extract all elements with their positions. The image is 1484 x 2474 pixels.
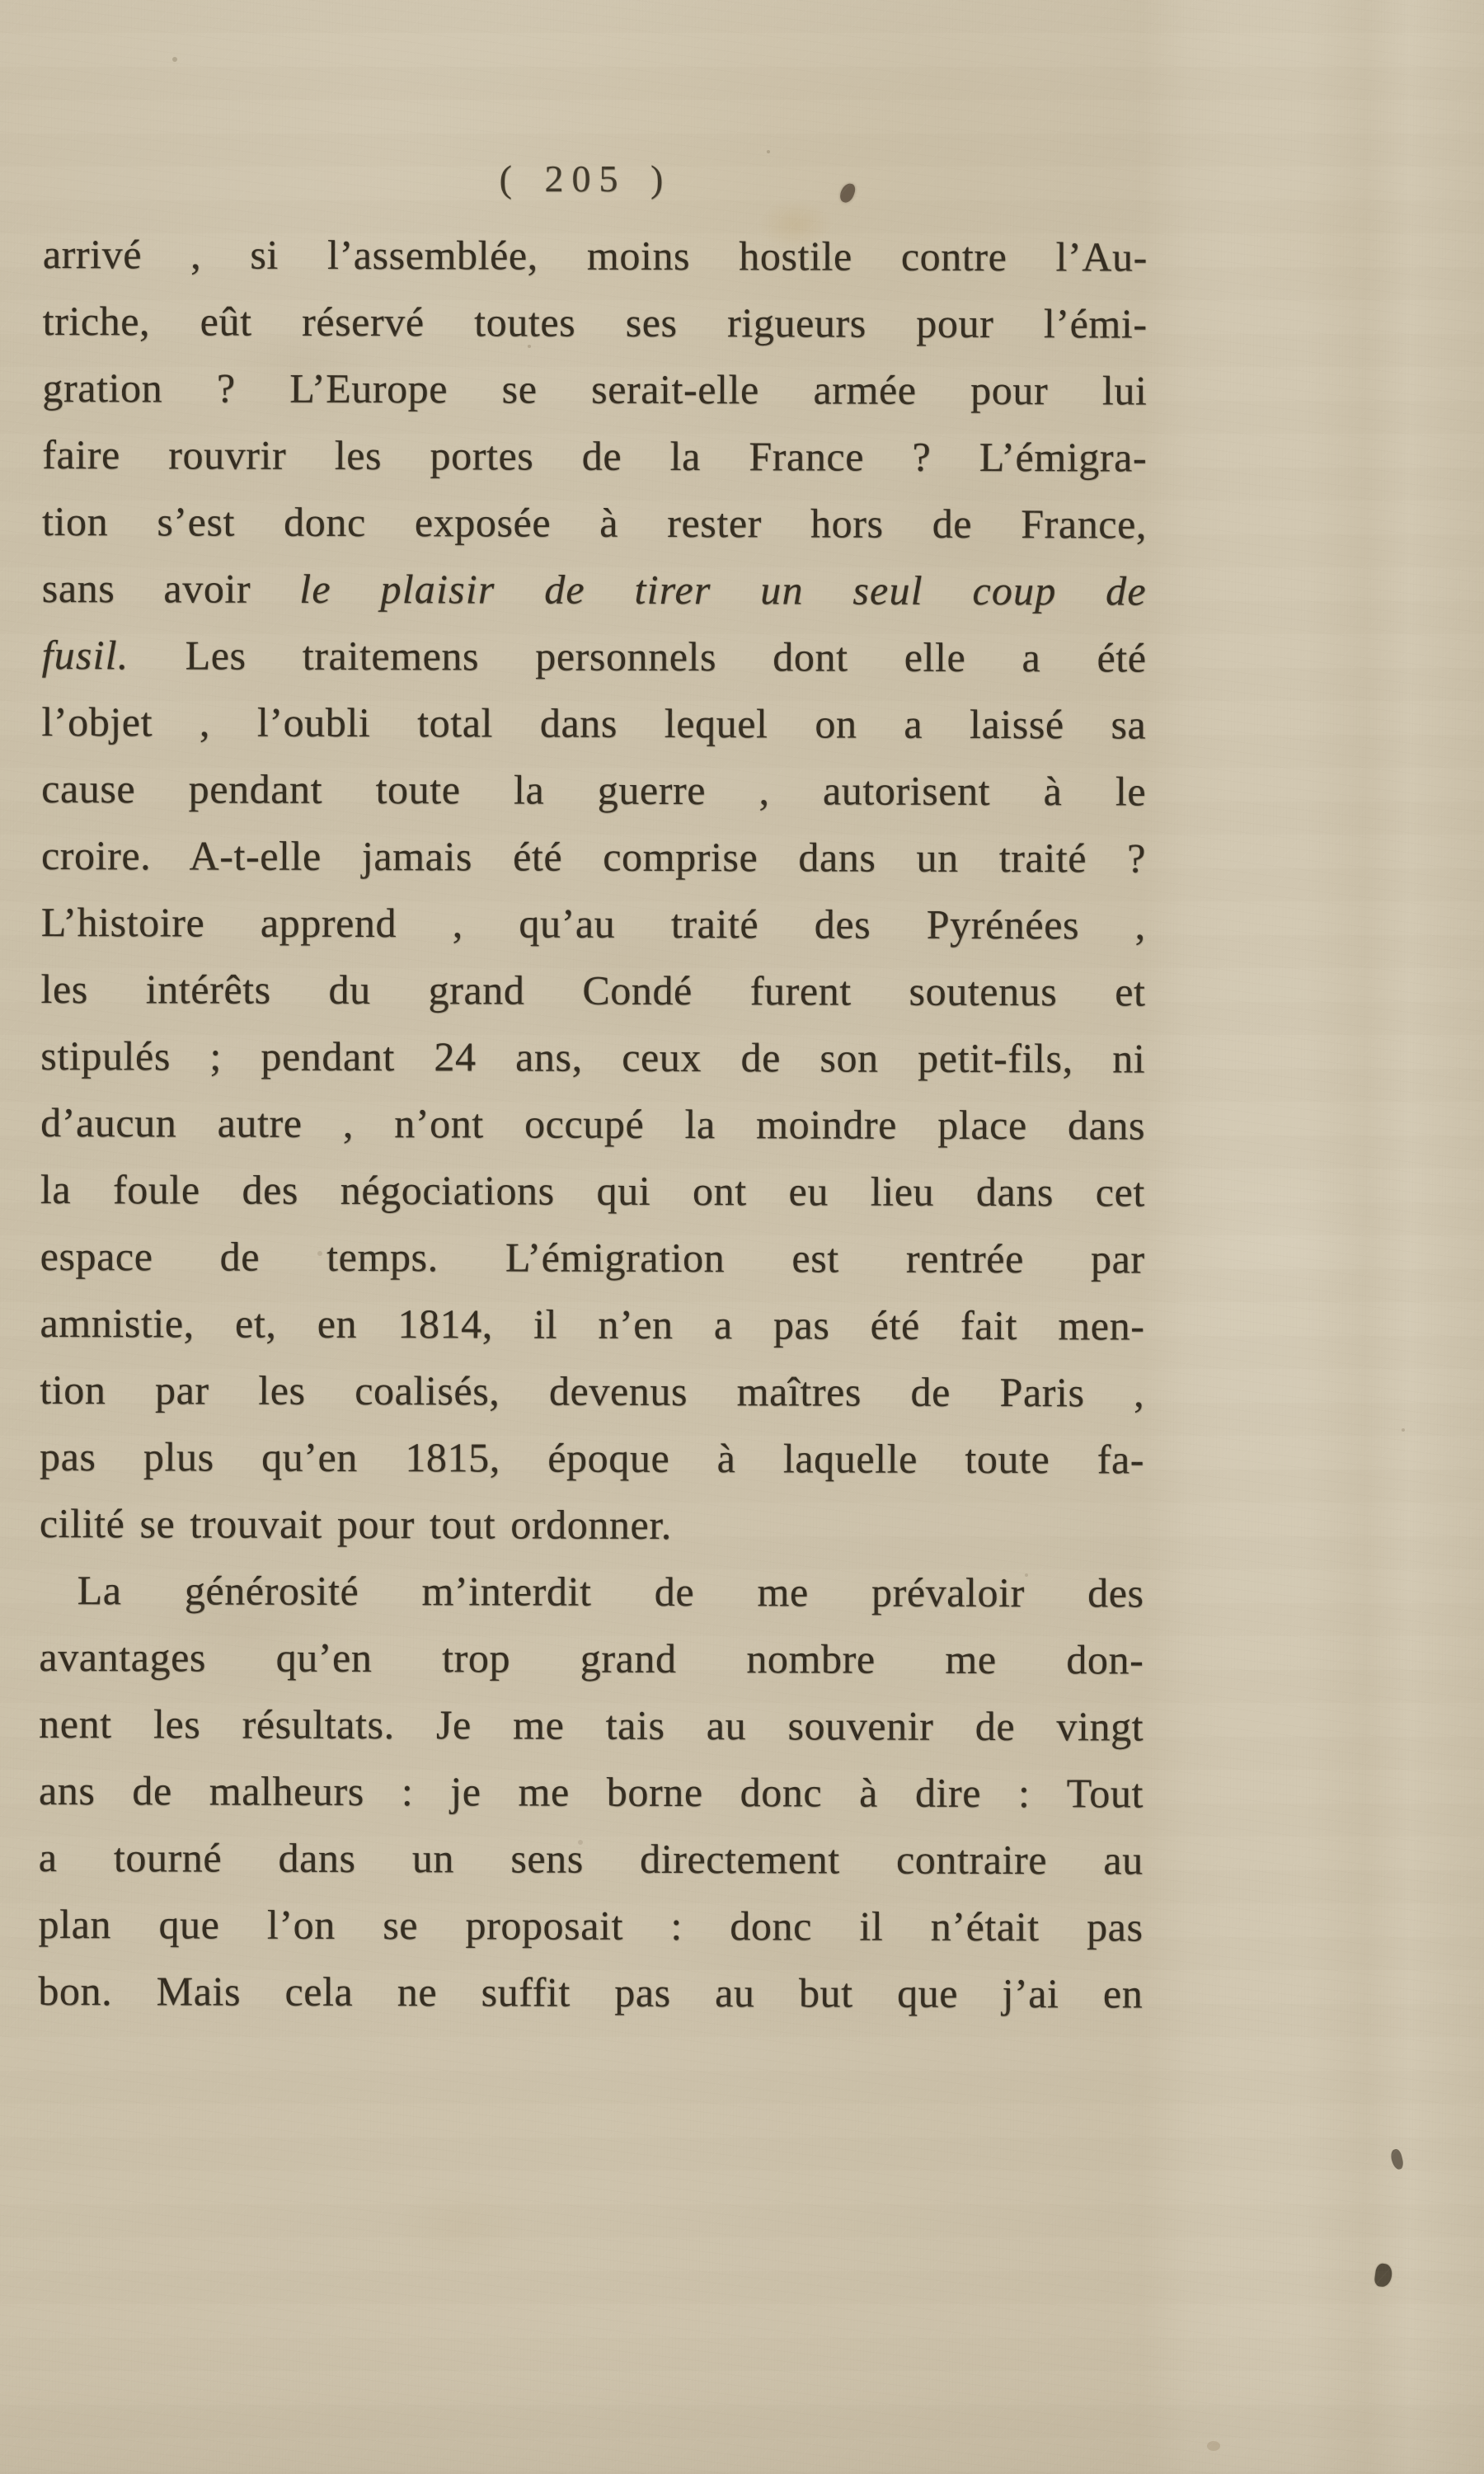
text-line bbox=[39, 1757, 1144, 1827]
text-segment: croire. A-t-elle jamais été comprise dans un traité ? bbox=[40, 831, 1147, 882]
text-line bbox=[42, 421, 1147, 492]
text-segment: pas plus qu’en 1815, époque à laquelle toute fa- bbox=[40, 1432, 1145, 1483]
text-segment: amnistie, et, en 1814, il n’en a pas été fait men- bbox=[40, 1299, 1145, 1349]
text-segment: espace de temps. L’émigration est rentrée par bbox=[40, 1232, 1145, 1282]
text-line bbox=[41, 822, 1146, 892]
text-segment: avantages qu’en trop grand nombre me don- bbox=[39, 1633, 1144, 1683]
text-segment: bon. Mais cela ne suffit pas au but que j’ai en bbox=[38, 1967, 1144, 2017]
text-line bbox=[38, 1958, 1143, 2028]
text-line bbox=[39, 1824, 1144, 1894]
page-number: ( 205 ) bbox=[499, 158, 672, 200]
text-segment: l’objet , l’oubli total dans lequel on a laissé sa bbox=[41, 698, 1147, 748]
italic-text-segment: fusil. bbox=[41, 631, 129, 679]
text-line bbox=[40, 1223, 1145, 1293]
text-segment: cause pendant toute la guerre , autorisent à le bbox=[41, 764, 1147, 815]
text-segment: faire rouvrir les portes de la France ? L’émigra- bbox=[42, 430, 1148, 481]
text-segment: les intérêts du grand Condé furent soutenus et bbox=[40, 965, 1146, 1015]
text-line bbox=[40, 1490, 1144, 1560]
text-line bbox=[41, 889, 1146, 959]
text-line bbox=[39, 1624, 1144, 1694]
text-line bbox=[40, 1290, 1144, 1360]
italic-text-segment: le plaisir de tirer un seul coup de bbox=[299, 565, 1147, 614]
text-segment: la foule des négociations qui ont eu lieu dans cet bbox=[40, 1165, 1145, 1216]
text-segment: d’aucun autre , n’ont occupé la moindre place dans bbox=[40, 1098, 1146, 1149]
paper-stain bbox=[1207, 2441, 1220, 2451]
text-segment: L’histoire apprend , qu’au traité des Pyrénées , bbox=[40, 898, 1146, 948]
text-segment: gration ? L’Europe se serait-elle armée pour lui bbox=[42, 364, 1148, 414]
text-segment: La générosité m’interdit de me prévaloir des bbox=[77, 1567, 1144, 1616]
text-line bbox=[39, 1691, 1144, 1761]
text-line bbox=[41, 755, 1146, 825]
text-segment: Les traitemens personnels dont elle a été bbox=[129, 632, 1147, 681]
text-line bbox=[40, 1089, 1145, 1159]
text-line bbox=[43, 288, 1148, 358]
text-line bbox=[40, 1423, 1144, 1493]
text-line bbox=[40, 1156, 1145, 1226]
text-segment: tion s’est donc exposée à rester hors de France, bbox=[41, 497, 1148, 548]
text-line bbox=[42, 355, 1147, 425]
text-line bbox=[42, 622, 1147, 692]
text-line bbox=[43, 221, 1148, 291]
text-segment: ans de malheurs : je me borne donc à dire : Tout bbox=[38, 1766, 1144, 1817]
text-line bbox=[40, 1557, 1144, 1627]
text-line bbox=[40, 956, 1145, 1026]
text-line bbox=[42, 555, 1147, 625]
page-text-block bbox=[38, 221, 1148, 2028]
paper-fleck-cluster bbox=[0, 0, 3, 3]
text-segment: stipulés ; pendant 24 ans, ceux de son petit-fils, ni bbox=[40, 1032, 1146, 1082]
text-line bbox=[40, 1023, 1145, 1093]
text-segment: a tourné dans un sens directement contraire au bbox=[38, 1833, 1144, 1884]
ink-speck bbox=[1389, 2148, 1405, 2171]
text-line bbox=[41, 689, 1146, 759]
text-segment: sans avoir bbox=[41, 564, 300, 612]
text-segment: arrivé , si l’assemblée, moins hostile contre l’Au- bbox=[42, 230, 1148, 280]
text-segment: nent les résultats. Je me tais au souvenir de vingt bbox=[39, 1700, 1144, 1750]
text-segment: plan que l’on se proposait : donc il n’était pas bbox=[38, 1900, 1144, 1950]
ink-speck bbox=[1374, 2263, 1393, 2288]
text-line bbox=[40, 1357, 1144, 1427]
text-line bbox=[38, 1891, 1143, 1961]
text-segment: tion par les coalisés, devenus maîtres de Paris , bbox=[40, 1366, 1145, 1416]
text-segment: cilité se trouvait pour tout ordonner. bbox=[39, 1499, 673, 1549]
text-segment: triche, eût réservé toutes ses rigueurs pour l’émi- bbox=[42, 297, 1148, 347]
text-line bbox=[42, 488, 1147, 558]
